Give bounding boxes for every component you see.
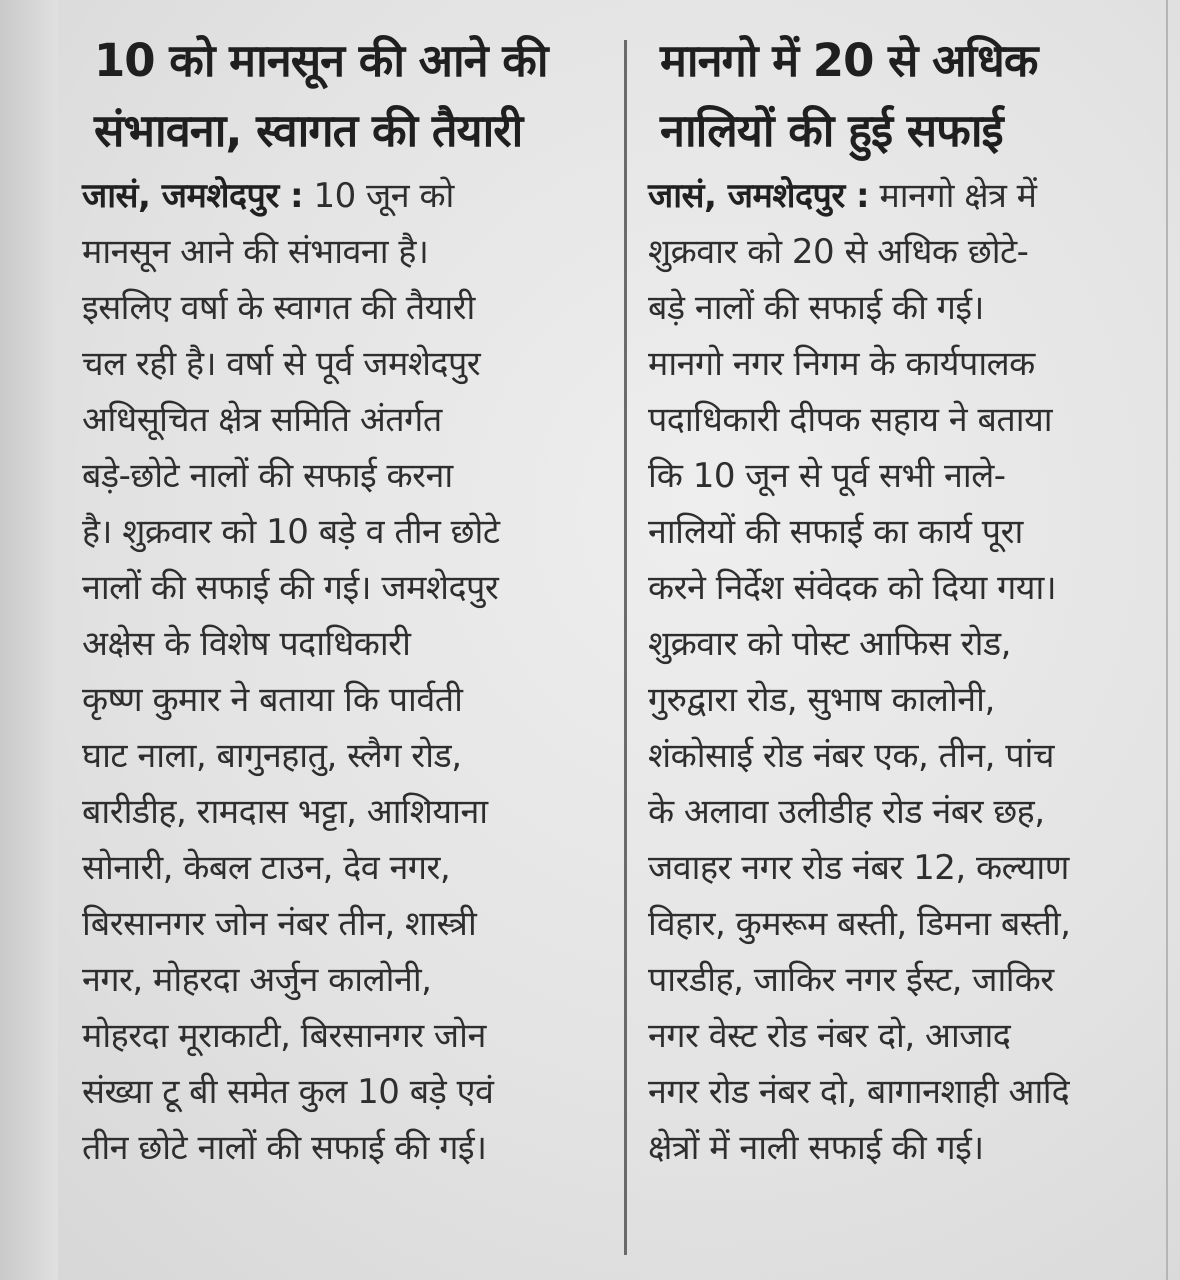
right-body-line: गुरुद्वारा रोड, सुभाष कालोनी, <box>648 680 995 720</box>
left-headline-line-2: संभावना, स्वागत की तैयारी <box>94 104 523 157</box>
left-body-line: बारीडीह, रामदास भट्टा, आशियाना <box>82 792 488 832</box>
left-body-line: बड़े-छोटे नालों की सफाई करना <box>82 456 453 496</box>
left-body-line: नगर, मोहरदा अर्जुन कालोनी, <box>82 960 432 1000</box>
left-article <box>82 28 612 1176</box>
left-body-line-0 <box>82 168 612 224</box>
right-headline-line-2: नालियों की हुई सफाई <box>660 104 1003 157</box>
left-body-line: है। शुक्रवार को 10 बड़े व तीन छोटे <box>82 512 500 552</box>
left-headline-line-1: 10 को मानसून की आने की <box>94 34 548 87</box>
right-body-line: पदाधिकारी दीपक सहाय ने बताया <box>648 400 1053 440</box>
right-body-line: मानगो नगर निगम के कार्यपालक <box>648 344 1035 384</box>
left-body-line: सोनारी, केबल टाउन, देव नगर, <box>82 848 451 888</box>
left-dateline: जासं, जमशेदपुर : <box>82 176 304 216</box>
right-body-line-0 <box>648 168 1148 224</box>
left-body-line: इसलिए वर्षा के स्वागत की तैयारी <box>82 288 475 328</box>
left-body-line: संख्या टू बी समेत कुल 10 बड़े एवं <box>82 1072 494 1112</box>
right-body-line: क्षेत्रों में नाली सफाई की गई। <box>648 1128 984 1168</box>
right-margin-rule <box>1166 0 1168 1280</box>
left-article-body <box>82 168 612 1176</box>
left-body-first-line: 10 जून को <box>303 176 454 216</box>
right-body-line: नगर वेस्ट रोड नंबर दो, आजाद <box>648 1016 1011 1056</box>
right-body-line: नगर रोड नंबर दो, बागानशाही आदि <box>648 1072 1070 1112</box>
right-body-first-line: मानगो क्षेत्र में <box>869 176 1037 216</box>
right-body-line: विहार, कुमरूम बस्ती, डिमना बस्ती, <box>648 904 1071 944</box>
right-body-line: नालियों की सफाई का कार्य पूरा <box>648 512 1023 552</box>
left-body-line: अधिसूचित क्षेत्र समिति अंतर्गत <box>82 400 442 440</box>
right-dateline: जासं, जमशेदपुर : <box>648 176 870 216</box>
right-article-body <box>648 168 1148 1176</box>
right-body-line: जवाहर नगर रोड नंबर 12, कल्याण <box>648 848 1069 888</box>
right-body-line: करने निर्देश संवेदक को दिया गया। <box>648 568 1057 608</box>
right-body-line: कि 10 जून से पूर्व सभी नाले- <box>648 456 1006 496</box>
right-body-line: पारडीह, जाकिर नगर ईस्ट, जाकिर <box>648 960 1054 1000</box>
column-divider <box>624 40 627 1255</box>
right-headline-line-1: मानगो में 20 से अधिक <box>660 34 1038 87</box>
right-article <box>648 28 1148 1176</box>
right-body-line: के अलावा उलीडीह रोड नंबर छह, <box>648 792 1045 832</box>
page-edge-shadow <box>0 0 58 1280</box>
right-body-line: शंकोसाई रोड नंबर एक, तीन, पांच <box>648 736 1054 776</box>
left-body-line: अक्षेस के विशेष पदाधिकारी <box>82 624 411 664</box>
left-body-line: तीन छोटे नालों की सफाई की गई। <box>82 1128 487 1168</box>
right-body-line: शुक्रवार को 20 से अधिक छोटे- <box>648 232 1029 272</box>
left-body-line: बिरसानगर जोन नंबर तीन, शास्त्री <box>82 904 477 944</box>
right-body-line: शुक्रवार को पोस्ट आफिस रोड, <box>648 624 1011 664</box>
left-body-line: नालों की सफाई की गई। जमशेदपुर <box>82 568 499 608</box>
left-body-line: चल रही है। वर्षा से पूर्व जमशेदपुर <box>82 344 481 384</box>
right-body-line: बड़े नालों की सफाई की गई। <box>648 288 984 328</box>
left-body-line: मानसून आने की संभावना है। <box>82 232 429 272</box>
left-body-line: घाट नाला, बागुनहातु, स्लैग रोड, <box>82 736 462 776</box>
left-body-line: मोहरदा मूराकाटी, बिरसानगर जोन <box>82 1016 486 1056</box>
left-body-line: कृष्ण कुमार ने बताया कि पार्वती <box>82 680 463 720</box>
